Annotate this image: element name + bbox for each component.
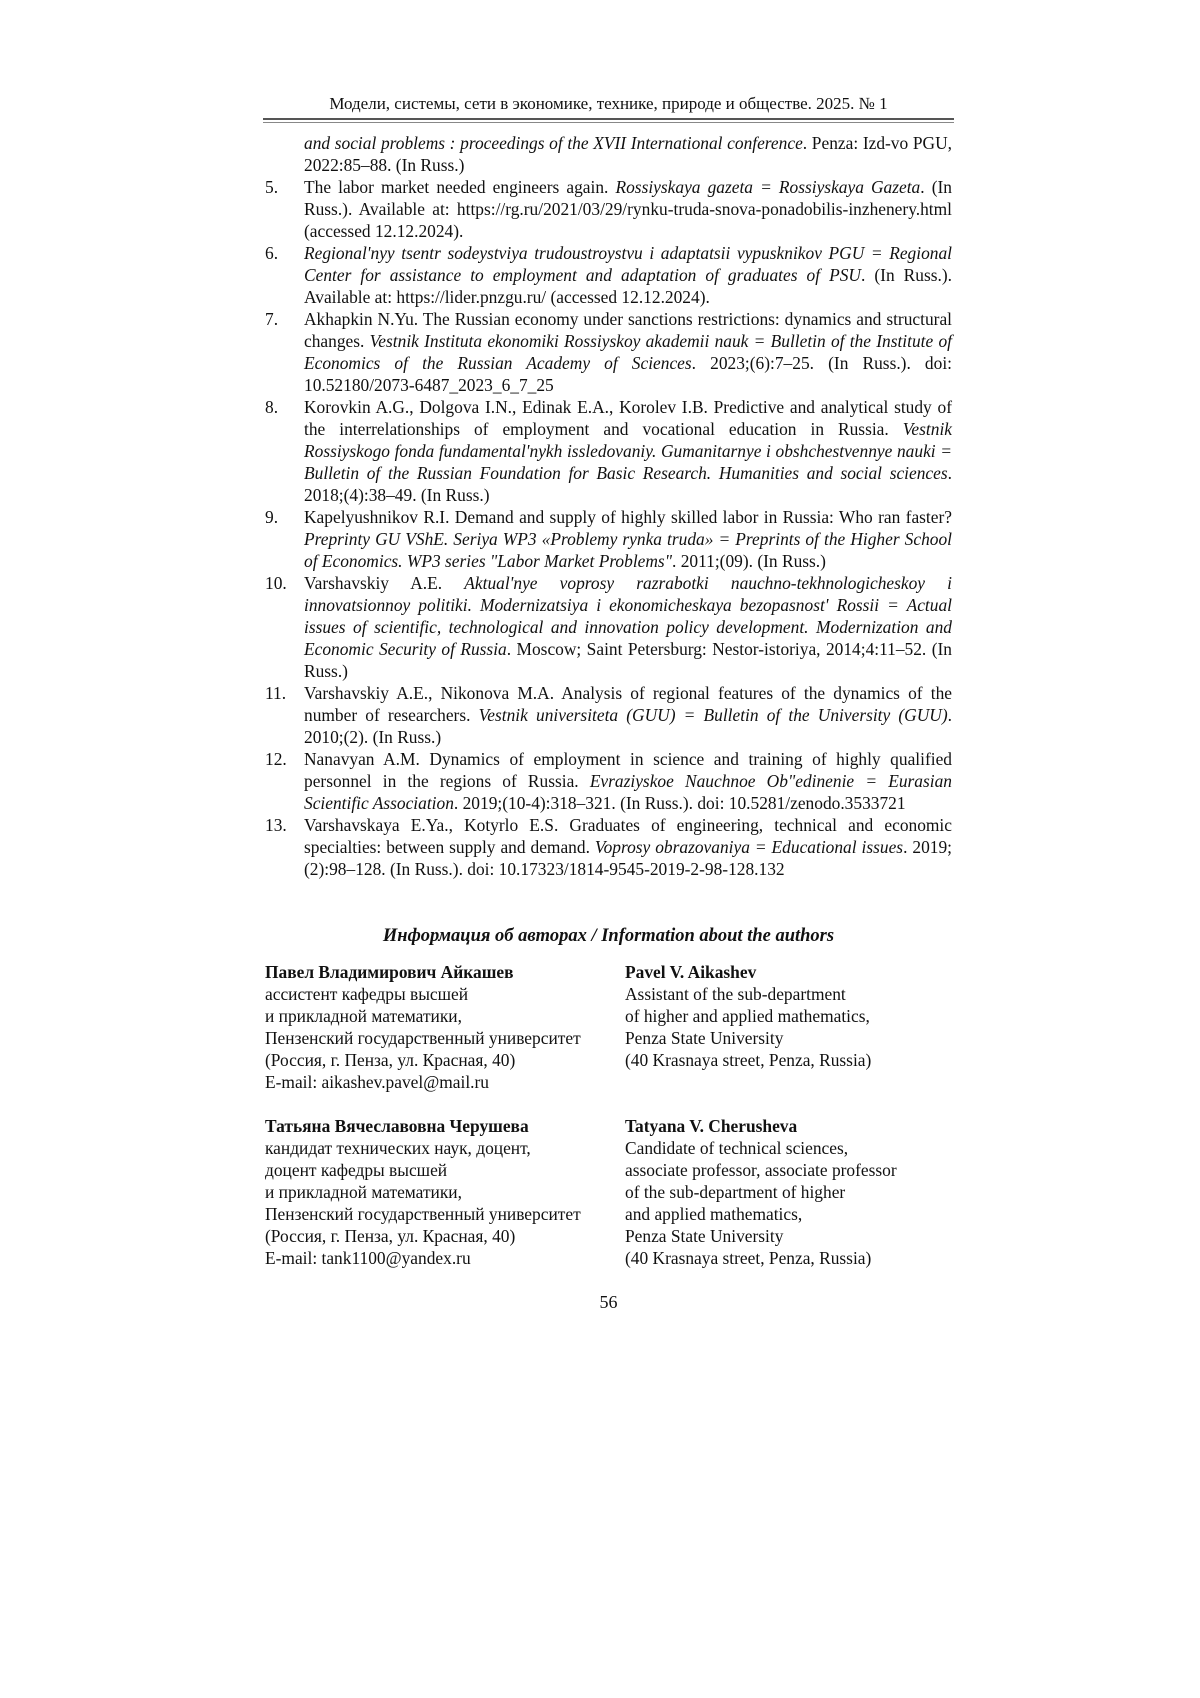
author-detail: и прикладной математики, — [265, 1006, 462, 1026]
reference-text: . Moscow; Saint Petersburg: Nestor-istoriya, 2014;4:11–52. (In Russ.) — [304, 639, 952, 681]
reference-body — [304, 308, 952, 396]
author-detail: Candidate of technical sciences, — [625, 1138, 849, 1158]
author-email: E-mail: tank1100@yandex.ru — [265, 1248, 471, 1268]
reference-italic-text: Rossiyskaya gazeta = Rossiyskaya Gazeta — [615, 177, 921, 197]
reference-body — [304, 506, 952, 572]
reference-italic-text: Evraziyskoe Nauchnoe Ob"edinenie = Eurasian Scientific Association — [304, 771, 952, 813]
reference-item — [265, 396, 952, 506]
header-rule — [263, 118, 954, 120]
reference-italic-text: Preprinty GU VShE. Seriya WP3 «Problemy rynka truda» = Preprints of the Higher School of Economics. WP3 series "Labor Market Problems" — [304, 529, 952, 571]
reference-text: The labor market needed engineers again. — [304, 177, 616, 197]
reference-text: . (In Russ.). Available at: https://rg.ru/2021/03/29/rynku-truda-snova-ponadobilis-inzhenery.html (accessed 12.12.2024). — [304, 177, 952, 241]
reference-text: . (In Russ.). Available at: https://lider.pnzgu.ru/ (accessed 12.12.2024). — [304, 265, 952, 307]
reference-number: 10. — [265, 573, 287, 593]
reference-number: 13. — [265, 815, 287, 835]
author-detail: of the sub-department of higher — [625, 1182, 846, 1202]
author-name: Pavel V. Aikashev — [625, 962, 757, 982]
reference-text: . 2010;(2). (In Russ.) — [304, 705, 952, 747]
author-en-block — [625, 961, 871, 1071]
reference-item — [265, 176, 952, 242]
author-detail: (40 Krasnaya street, Penza, Russia) — [625, 1050, 872, 1070]
reference-text: . 2019;(10-4):318–321. (In Russ.). doi: 10.5281/zenodo.3533721 — [453, 793, 906, 813]
reference-text: Korovkin A.G., Dolgova I.N., Edinak E.A., Korolev I.B. Predictive and analytical study of the interrelationships of employment and vocational education in Russia. — [304, 397, 952, 439]
reference-body — [304, 176, 952, 242]
header-rule-thin — [263, 122, 954, 123]
reference-body — [304, 572, 952, 682]
reference-text: . 2023;(6):7–25. (In Russ.). doi: 10.52180/2073-6487_2023_6_7_25 — [304, 353, 952, 395]
reference-italic-text: and social problems : proceedings of the XVII International conference — [304, 133, 803, 153]
reference-continuation — [265, 132, 952, 176]
reference-body — [304, 396, 952, 506]
author-name: Tatyana V. Cherusheva — [625, 1116, 798, 1136]
author-detail: of higher and applied mathematics, — [625, 1006, 870, 1026]
reference-italic-text: Vestnik Instituta ekonomiki Rossiyskoy akademii nauk = Bulletin of the Institute of Economics of the Russian Academy of Sciences — [304, 331, 952, 373]
author-detail: Пензенский государственный университет — [265, 1028, 581, 1048]
reference-list — [265, 132, 952, 880]
reference-text: Akhapkin N.Yu. The Russian economy under sanctions restrictions: dynamics and structural changes. — [304, 309, 952, 351]
author-name: Павел Владимирович Айкашев — [265, 962, 514, 982]
author-email: E-mail: aikashev.pavel@mail.ru — [265, 1072, 489, 1092]
reference-text: Varshavskaya E.Ya., Kotyrlo E.S. Graduates of engineering, technical and economic specialties: between supply and demand. — [304, 815, 952, 857]
reference-item — [265, 682, 952, 748]
reference-number: 12. — [265, 749, 287, 769]
author-detail: associate professor, associate professor — [625, 1160, 897, 1180]
reference-body — [304, 748, 952, 814]
reference-italic-text: Vestnik Rossiyskogo fonda fundamental'nykh issledovaniy. Gumanitarnye i obshchestvennye nauki = Bulletin of the Russian Foundation for Basic Research. Humanities and social sciences — [304, 419, 952, 483]
author-detail: Пензенский государственный университет — [265, 1204, 581, 1224]
reference-item — [265, 572, 952, 682]
author-detail: кандидат технических наук, доцент, — [265, 1138, 531, 1158]
author-en-block — [625, 1115, 897, 1269]
reference-text: Varshavskiy A.E., Nikonova M.A. Analysis of regional features of the dynamics of the number of researchers. — [304, 683, 952, 725]
reference-text: . 2018;(4):38–49. (In Russ.) — [304, 463, 952, 505]
reference-number: 8. — [265, 397, 279, 417]
author-detail: Assistant of the sub-department — [625, 984, 846, 1004]
author-detail: (40 Krasnaya street, Penza, Russia) — [625, 1248, 872, 1268]
reference-number: 11. — [265, 683, 287, 703]
reference-item — [265, 814, 952, 880]
author-detail: и прикладной математики, — [265, 1182, 462, 1202]
author-ru-block — [265, 961, 581, 1093]
reference-item — [265, 242, 952, 308]
author-ru-block — [265, 1115, 581, 1269]
reference-number: 5. — [265, 177, 279, 197]
reference-body — [304, 682, 952, 748]
author-detail: доцент кафедры высшей — [265, 1160, 448, 1180]
reference-number: 9. — [265, 507, 279, 527]
reference-body — [304, 814, 952, 880]
reference-text: Kapelyushnikov R.I. Demand and supply of highly skilled labor in Russia: Who ran faster? — [304, 507, 952, 527]
reference-italic-text: Vestnik universiteta (GUU) = Bulletin of the University (GUU) — [478, 705, 948, 725]
reference-number: 6. — [265, 243, 279, 263]
reference-text: Nanavyan A.M. Dynamics of employment in science and training of highly qualified personnel in the regions of Russia. — [304, 749, 952, 791]
reference-body — [304, 242, 952, 308]
reference-number: 7. — [265, 309, 279, 329]
reference-text: . 2019;(2):98–128. (In Russ.). doi: 10.17323/1814-9545-2019-2-98-128.132 — [304, 837, 952, 879]
author-detail: (Россия, г. Пенза, ул. Красная, 40) — [265, 1050, 516, 1070]
running-header: Модели, системы, сети в экономике, технике, природе и обществе. 2025. № 1 — [329, 94, 888, 113]
author-detail: Penza State University — [625, 1028, 784, 1048]
reference-item — [265, 506, 952, 572]
author-detail: (Россия, г. Пенза, ул. Красная, 40) — [265, 1226, 516, 1246]
authors-section-title: Информация об авторах / Information about the authors — [382, 926, 835, 946]
reference-italic-text: Aktual'nye voprosy razrabotki nauchno-tekhnologicheskoy i innovatsionnoy politiki. Modernizatsiya i ekonomicheskaya bezopasnost' Rossii = Actual issues of scientific, technological and innovation policy development. Modernization and Economic Security of Russia — [304, 573, 953, 659]
page-number: 56 — [599, 1292, 618, 1312]
author-detail: ассистент кафедры высшей — [265, 984, 469, 1004]
author-detail: and applied mathematics, — [625, 1204, 803, 1224]
author-name: Татьяна Вячеславовна Черушева — [265, 1116, 529, 1136]
reference-italic-text: Voprosy obrazovaniya = Educational issues — [594, 837, 904, 857]
author-detail: Penza State University — [625, 1226, 784, 1246]
reference-item — [265, 308, 952, 396]
reference-text: . 2011;(09). (In Russ.) — [672, 551, 826, 571]
reference-italic-text: Regional'nyy tsentr sodeystviya trudoustroystvu i adaptatsii vypusknikov PGU = Regional Center for assistance to employment and adaptation of graduates of PSU — [304, 243, 952, 285]
reference-item — [265, 748, 952, 814]
reference-text: . Penza: Izd-vo PGU, 2022:85–88. (In Russ.) — [304, 133, 952, 175]
reference-text: Varshavskiy A.E. — [304, 573, 465, 593]
